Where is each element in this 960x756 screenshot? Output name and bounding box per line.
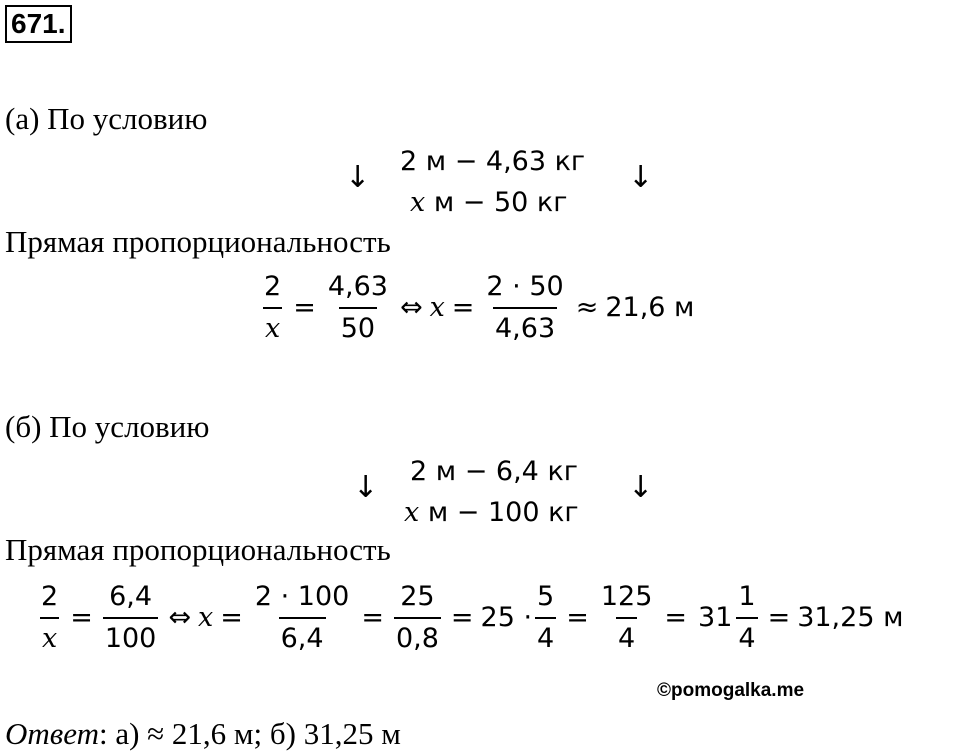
fraction-denominator: 4 bbox=[535, 617, 556, 656]
part-a-proportion-line1: 2 м − 4,63 кг bbox=[400, 146, 586, 177]
fraction bbox=[394, 580, 441, 656]
down-arrow-icon: ↓ bbox=[353, 470, 379, 505]
approx-sign: ≈ bbox=[575, 292, 599, 323]
fraction-denominator: 4 bbox=[736, 617, 757, 656]
fraction bbox=[535, 580, 556, 656]
part-b-subheading: Прямая пропорциональность bbox=[5, 532, 391, 567]
mixed-number-integer: 31 bbox=[698, 602, 733, 633]
variable-x: x bbox=[429, 292, 445, 323]
fraction-numerator: 1 bbox=[738, 581, 756, 612]
problem-number: 671. bbox=[5, 5, 72, 43]
part-b-result: 31,25 м bbox=[797, 602, 904, 633]
variable-x: x bbox=[410, 187, 426, 218]
watermark: ©pomogalka.me bbox=[657, 680, 805, 701]
down-arrow-icon: ↓ bbox=[628, 160, 654, 195]
down-arrow-icon: ↓ bbox=[628, 470, 654, 505]
equals-sign: = bbox=[566, 602, 589, 633]
fraction-numerator: 2 · 50 bbox=[486, 271, 564, 302]
fraction bbox=[736, 580, 757, 656]
fraction bbox=[262, 270, 283, 346]
equals-sign: = bbox=[220, 602, 243, 633]
equals-sign: = bbox=[70, 602, 93, 633]
variable-x: x bbox=[197, 602, 214, 633]
part-b-proportion-line1: 2 м − 6,4 кг bbox=[410, 456, 578, 487]
part-a-proportion-line2 bbox=[410, 186, 567, 220]
answer-label: Ответ bbox=[5, 716, 99, 751]
part-a-result: 21,6 м bbox=[605, 292, 695, 323]
fraction bbox=[599, 580, 655, 656]
fraction-denominator: 4,63 bbox=[493, 307, 557, 346]
part-b-equation bbox=[36, 580, 903, 656]
part-a-equation bbox=[259, 270, 694, 346]
part-b-heading: (б) По условию bbox=[5, 409, 210, 444]
multiplier: 25 · bbox=[480, 602, 533, 633]
fraction-numerator: 2 bbox=[41, 581, 59, 612]
equivalence-sign: ⇔ bbox=[168, 602, 191, 633]
fraction-numerator: 6,4 bbox=[109, 581, 153, 612]
fraction bbox=[484, 270, 565, 346]
fraction-numerator: 25 bbox=[400, 581, 435, 612]
part-a-subheading: Прямая пропорциональность bbox=[5, 224, 391, 259]
fraction-denominator: x bbox=[263, 307, 282, 346]
part-a-heading: (а) По условию bbox=[5, 101, 208, 136]
fraction-denominator: 4 bbox=[616, 617, 637, 656]
part-a-proportion-line2-rest: м − 50 кг bbox=[425, 187, 568, 218]
equals-sign: = bbox=[767, 602, 791, 633]
fraction-numerator: 5 bbox=[537, 581, 555, 612]
down-arrow-icon: ↓ bbox=[345, 160, 371, 195]
fraction-denominator: x bbox=[40, 617, 59, 656]
fraction-denominator: 6,4 bbox=[279, 617, 326, 656]
fraction bbox=[39, 580, 60, 656]
equals-sign: = bbox=[361, 602, 384, 633]
answer-text: : а) ≈ 21,6 м; б) 31,25 м bbox=[98, 716, 401, 751]
equals-sign: = bbox=[450, 602, 474, 633]
fraction bbox=[103, 580, 159, 656]
part-b-proportion-line2-rest: м − 100 кг bbox=[419, 497, 579, 528]
fraction-numerator: 4,63 bbox=[327, 271, 388, 302]
fraction-denominator: 0,8 bbox=[394, 617, 441, 656]
fraction-numerator: 125 bbox=[600, 581, 653, 612]
part-b-proportion-line2 bbox=[404, 496, 579, 530]
answer-line bbox=[5, 716, 401, 752]
fraction-numerator: 2 bbox=[264, 271, 282, 302]
fraction bbox=[326, 270, 390, 346]
equals-sign: = bbox=[293, 292, 316, 323]
fraction-denominator: 100 bbox=[103, 617, 159, 656]
fraction-denominator: 50 bbox=[339, 307, 377, 346]
fraction-numerator: 2 · 100 bbox=[254, 581, 350, 612]
equals-sign: = bbox=[664, 602, 688, 633]
equals-sign: = bbox=[451, 292, 475, 323]
equivalence-sign: ⇔ bbox=[399, 292, 423, 323]
fraction bbox=[253, 580, 351, 656]
variable-x: x bbox=[404, 497, 420, 528]
